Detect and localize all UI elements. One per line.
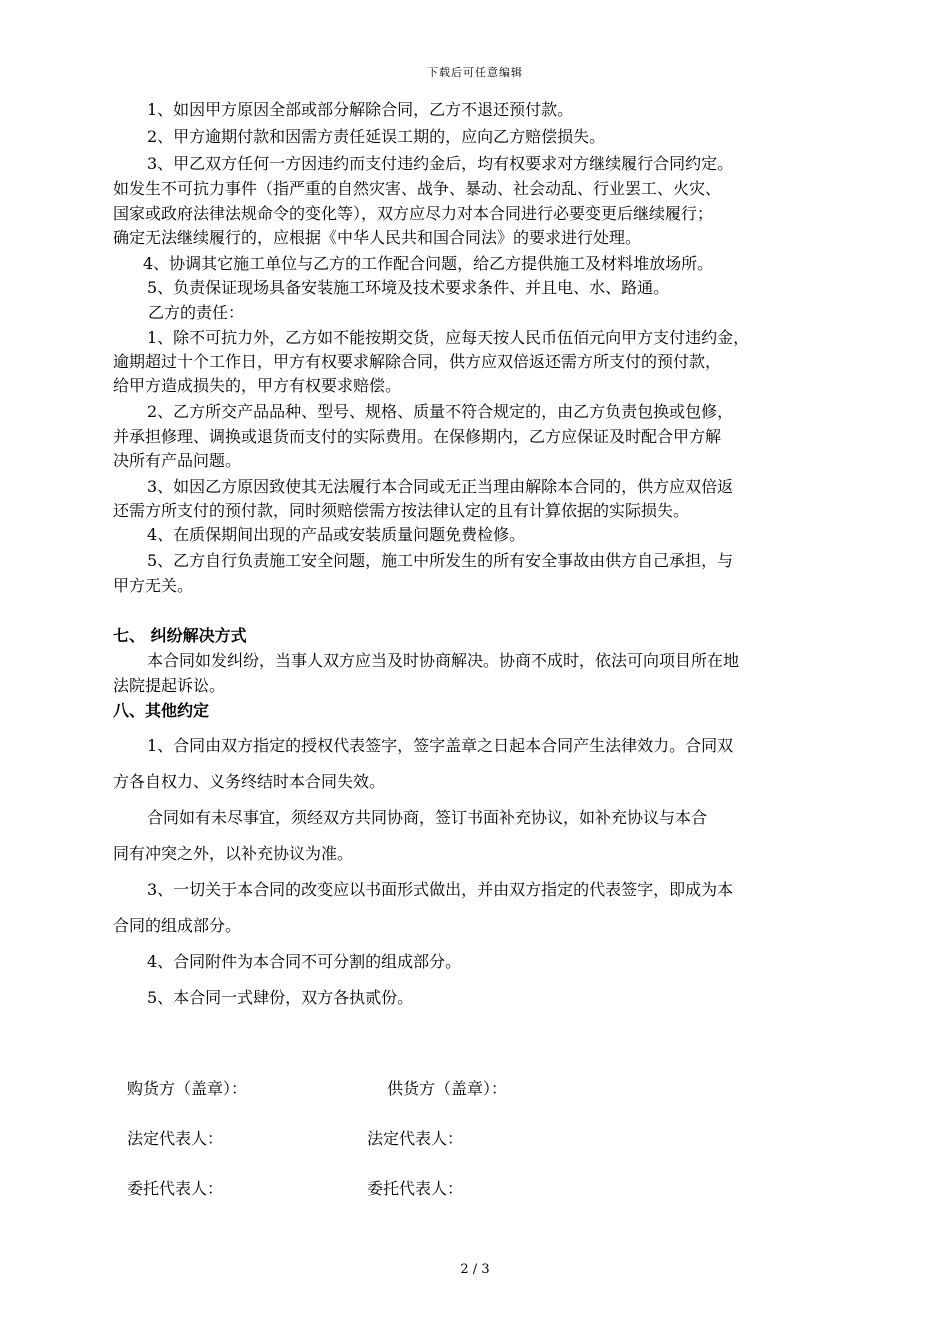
buyer-legal-rep-label: 法定代表人： <box>127 1129 224 1148</box>
text-line: 5、乙方自行负责施工安全问题，施工中所发生的所有安全事故由供方自己承担，与 <box>147 551 734 570</box>
text-line: 1、如因甲方原因全部或部分解除合同，乙方不退还预付款。 <box>147 100 574 119</box>
page-number: 2 / 3 <box>460 1262 490 1277</box>
text-line: 3、如因乙方原因致使其无法履行本合同或无正当理由解除本合同的，供方应双倍返 <box>147 477 734 496</box>
buyer-seal-label: 购货方（盖章）： <box>127 1079 248 1098</box>
section-heading: 七、 纠纷解决方式 <box>113 626 247 645</box>
text-line: 1、除不可抗力外，乙方如不能按期交货，应每天按人民币伍佰元向甲方支付违约金， <box>147 328 750 347</box>
text-line: 4、在质保期间出现的产品或安装质量问题免费检修。 <box>147 525 526 544</box>
supplier-seal-label: 供货方（盖章）： <box>387 1079 508 1098</box>
supplier-agent-label: 委托代表人： <box>367 1179 464 1198</box>
text-line: 4、协调其它施工单位与乙方的工作配合问题，给乙方提供施工及材料堆放场所。 <box>143 254 714 273</box>
text-line: 还需方所支付的预付款，同时须赔偿需方按法律认定的且有计算依据的实际损失。 <box>113 501 690 520</box>
text-line: 1、合同由双方指定的授权代表签字，签字盖章之日起本合同产生法律效力。合同双 <box>147 736 734 755</box>
text-line: 3、一切关于本合同的改变应以书面形式做出，并由双方指定的代表签字，即成为本 <box>147 880 734 899</box>
text-line: 决所有产品问题。 <box>113 451 242 470</box>
buyer-agent-label: 委托代表人： <box>127 1179 224 1198</box>
page-header: 下载后可任意编辑 <box>427 66 523 79</box>
text-line: 合同的组成部分。 <box>113 916 242 935</box>
text-line: 5、本合同一式肆份，双方各执贰份。 <box>147 988 414 1007</box>
text-line: 同有冲突之外，以补充协议为准。 <box>113 844 354 863</box>
text-line: 2、乙方所交产品品种、型号、规格、质量不符合规定的，由乙方负责包换或包修， <box>147 402 734 421</box>
section-heading: 八、其他约定 <box>113 701 210 720</box>
text-line: 逾期超过十个工作日，甲方有权要求解除合同，供方应双倍返还需方所支付的预付款， <box>113 352 722 371</box>
text-line: 甲方无关。 <box>113 576 194 595</box>
text-line: 5、负责保证现场具备安装施工环境及技术要求条件、并且电、水、路通。 <box>147 278 670 297</box>
text-line: 4、合同附件为本合同不可分割的组成部分。 <box>147 952 462 971</box>
text-line: 国家或政府法律法规命令的变化等），双方应尽力对本合同进行必要变更后继续履行； <box>113 204 714 223</box>
text-line: 并承担修理、调换或退货而支付的实际费用。在保修期内，乙方应保证及时配合甲方解 <box>113 427 722 446</box>
text-line: 法院提起诉讼。 <box>113 676 226 695</box>
text-line: 给甲方造成损失的，甲方有权要求赔偿。 <box>113 376 402 395</box>
text-line: 如发生不可抗力事件（指严重的自然灾害、战争、暴动、社会动乱、行业罢工、火灾、 <box>113 179 722 198</box>
text-line: 3、甲乙双方任何一方因违约而支付违约金后，均有权要求对方继续履行合同约定。 <box>147 154 734 173</box>
text-line: 确定无法继续履行的，应根据《中华人民共和国合同法》的要求进行处理。 <box>113 228 642 247</box>
text-line: 本合同如发纠纷，当事人双方应当及时协商解决。协商不成时，依法可向项目所在地 <box>147 651 740 670</box>
supplier-legal-rep-label: 法定代表人： <box>367 1129 464 1148</box>
text-line: 合同如有未尽事宜，须经双方共同协商，签订书面补充协议，如补充协议与本合 <box>147 808 708 827</box>
text-line: 2、甲方逾期付款和因需方责任延误工期的，应向乙方赔偿损失。 <box>147 127 606 146</box>
section-label: 乙方的责任： <box>148 303 245 322</box>
text-line: 方各自权力、义务终结时本合同失效。 <box>113 772 386 791</box>
